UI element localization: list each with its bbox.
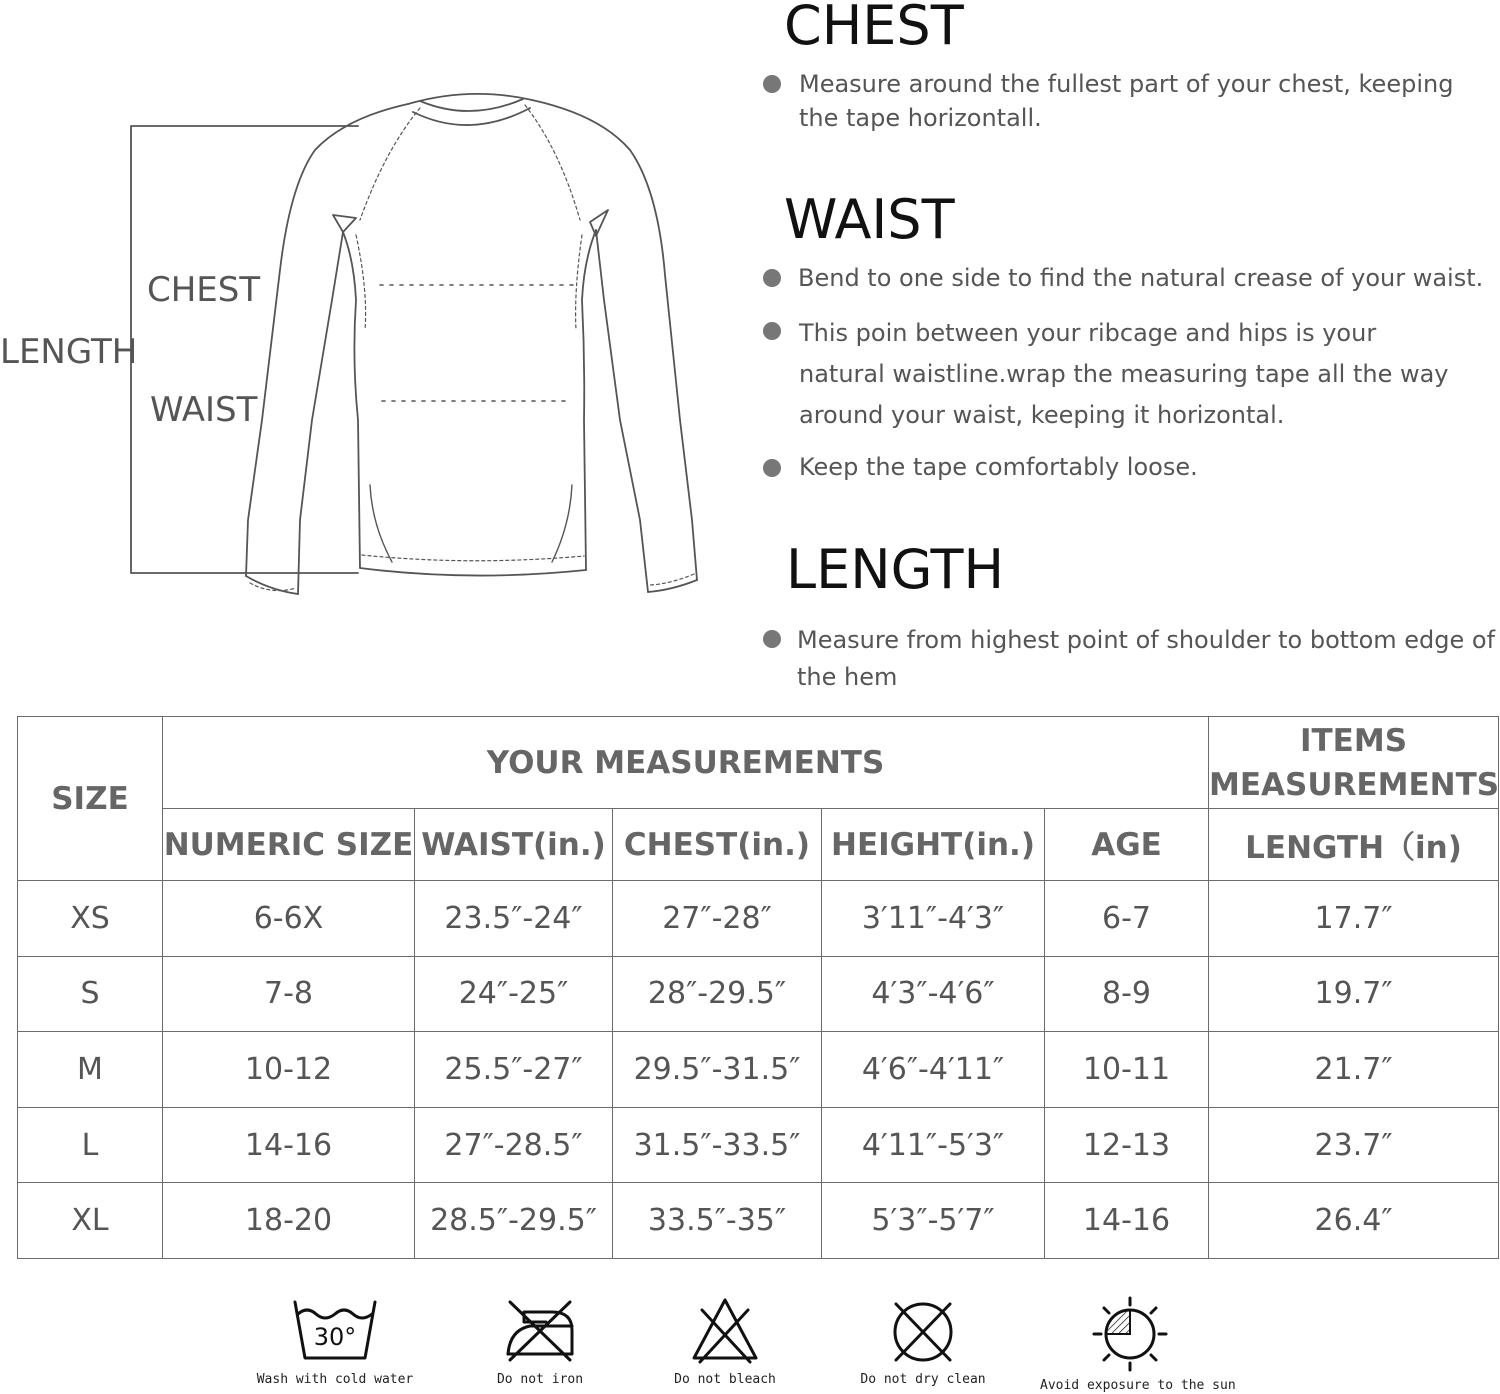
table-row [18, 1107, 1499, 1183]
length-title: LENGTH [786, 538, 1005, 601]
numeric-size-cell: 10-12 [163, 1032, 415, 1108]
chest-cell: 27″-28″ [613, 881, 822, 957]
column-header-height: HEIGHT(in.) [822, 809, 1045, 881]
column-header-age: AGE [1045, 809, 1209, 881]
waist-bullet-2: This poin between your ribcage and hips is your natural waistline.wrap the measuring tape all the way around your waist, keeping it horizontal. [799, 319, 1449, 429]
height-cell: 4′6″-4′11″ [822, 1032, 1045, 1108]
chest-cell: 28″-29.5″ [613, 956, 822, 1032]
age-cell: 8-9 [1045, 956, 1209, 1032]
age-cell: 14-16 [1045, 1183, 1209, 1259]
bullet-dot [763, 269, 781, 287]
care-label-iron: Do not iron [496, 1372, 584, 1387]
waist-cell: 27″-28.5″ [415, 1107, 613, 1183]
chest-bullet-1: Measure around the fullest part of your chest, keeping the tape horizontall. [799, 70, 1454, 132]
chest-cell: 29.5″-31.5″ [613, 1032, 822, 1108]
care-label-bleach: Do not bleach [674, 1372, 776, 1387]
care-label-wash: Wash with cold water [256, 1372, 414, 1387]
numeric-size-cell: 18-20 [163, 1183, 415, 1259]
chest-cell: 31.5″-33.5″ [613, 1107, 822, 1183]
avoid-sun-icon [1092, 1296, 1168, 1372]
chest-label: CHEST [147, 270, 261, 310]
waist-bullet-3: Keep the tape comfortably loose. [799, 453, 1198, 481]
size-cell: L [18, 1107, 163, 1183]
age-cell: 10-11 [1045, 1032, 1209, 1108]
height-cell: 4′3″-4′6″ [822, 956, 1045, 1032]
length-cell: 19.7″ [1209, 956, 1499, 1032]
length-cell: 23.7″ [1209, 1107, 1499, 1183]
waist-bullet-1: Bend to one side to find the natural crease of your waist. [798, 264, 1484, 292]
bullet-dot [763, 459, 781, 477]
column-header-waist: WAIST(in.) [415, 809, 613, 881]
numeric-size-cell: 14-16 [163, 1107, 415, 1183]
size-chart-table [17, 716, 1499, 1259]
care-item-bleach [665, 1296, 785, 1387]
length-label: LENGTH [0, 332, 138, 372]
care-item-dry-clean [858, 1296, 988, 1387]
column-header-numeric-size: NUMERIC SIZE [163, 809, 415, 881]
length-cell: 21.7″ [1209, 1032, 1499, 1108]
bullet-dot [763, 630, 781, 648]
no-bleach-icon [690, 1296, 760, 1366]
length-bullet-1: Measure from highest point of shoulder to bottom edge of the hem [797, 626, 1496, 691]
waist-cell: 25.5″-27″ [415, 1032, 613, 1108]
numeric-size-cell: 7-8 [163, 956, 415, 1032]
height-cell: 4′11″-5′3″ [822, 1107, 1045, 1183]
age-cell: 12-13 [1045, 1107, 1209, 1183]
care-label-sun: Avoid exposure to the sun [1040, 1378, 1236, 1393]
bullet-dot [763, 322, 781, 340]
waist-cell: 24″-25″ [415, 956, 613, 1032]
shirt-diagram [0, 0, 720, 620]
no-dry-clean-icon [888, 1296, 958, 1366]
waist-title: WAIST [784, 188, 955, 251]
waist-cell: 23.5″-24″ [415, 881, 613, 957]
no-iron-icon [500, 1296, 580, 1366]
length-cell: 26.4″ [1209, 1183, 1499, 1259]
care-item-iron [480, 1296, 600, 1387]
chest-title: CHEST [784, 0, 964, 57]
numeric-size-cell: 6-6X [163, 881, 415, 957]
your-measurements-header: YOUR MEASUREMENTS [163, 717, 1209, 809]
table-row [18, 956, 1499, 1032]
size-cell: M [18, 1032, 163, 1108]
height-cell: 3′11″-4′3″ [822, 881, 1045, 957]
age-cell: 6-7 [1045, 881, 1209, 957]
care-label-dry-clean: Do not dry clean [860, 1372, 986, 1387]
shirt-illustration [0, 0, 720, 620]
waist-label: WAIST [150, 390, 258, 430]
column-header-length: LENGTH（in) [1209, 809, 1499, 881]
table-row [18, 1032, 1499, 1108]
size-cell: S [18, 956, 163, 1032]
table-row [18, 881, 1499, 957]
size-header: SIZE [18, 717, 163, 881]
size-cell: XL [18, 1183, 163, 1259]
items-measurements-header: ITEMS MEASUREMENTS [1209, 717, 1499, 809]
wash-temperature: 30° [313, 1323, 357, 1351]
care-item-wash [250, 1296, 420, 1387]
care-item-sun [1040, 1296, 1236, 1393]
size-cell: XS [18, 881, 163, 957]
height-cell: 5′3″-5′7″ [822, 1183, 1045, 1259]
column-header-chest: CHEST(in.) [613, 809, 822, 881]
wash-30-icon [293, 1296, 377, 1366]
length-cell: 17.7″ [1209, 881, 1499, 957]
waist-cell: 28.5″-29.5″ [415, 1183, 613, 1259]
bullet-dot [763, 75, 781, 93]
chest-cell: 33.5″-35″ [613, 1183, 822, 1259]
table-row [18, 1183, 1499, 1259]
